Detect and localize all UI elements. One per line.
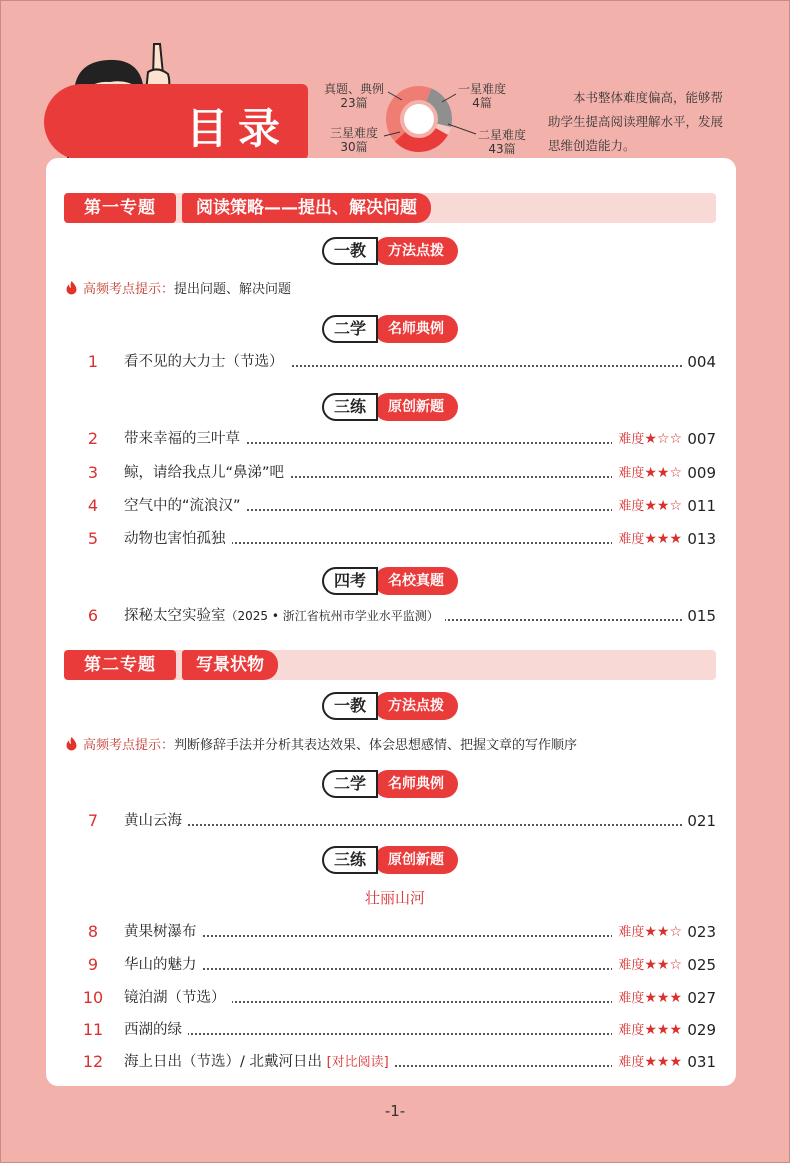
difficulty-rating: 难度★★☆ (612, 461, 682, 486)
toc-entry[interactable]: 6 探秘太空实验室（2025 • 浙江省杭州市学业水平监测） 015 (78, 604, 716, 628)
toc-entry[interactable]: 12 海上日出（节选）/ 北戴河日出 [对比阅读] 难度★★★ 031 (78, 1050, 716, 1074)
dot-leader (124, 935, 676, 937)
pill-practice: 原创新题 三练 (322, 846, 458, 874)
difficulty-rating: 难度★★★ (612, 527, 682, 552)
page-number: -1- (384, 1102, 406, 1120)
toc-entry[interactable]: 9 华山的魅力 难度★★☆ 025 (78, 953, 716, 977)
difficulty-rating: 难度★★☆ (612, 953, 682, 978)
pill-method: 方法点拨 一教 (322, 237, 458, 265)
toc-entry[interactable]: 11 西湖的绿 难度★★★ 029 (78, 1018, 716, 1042)
difficulty-rating: 难度★☆☆ (612, 427, 682, 452)
difficulty-rating: 难度★★☆ (612, 920, 682, 945)
frequent-point-tip: 高频考点提示：提出问题、解决问题 (66, 278, 291, 297)
dot-leader (124, 968, 676, 970)
book-introduction: 本书整体难度偏高，能够帮助学生提高阅读理解水平，发展思维创造能力。 (548, 90, 724, 153)
pill-examples: 名师典例 二学 (322, 315, 458, 343)
pill-practice: 原创新题 三练 (322, 393, 458, 421)
toc-entry[interactable]: 1 看不见的大力士（节选） 004 (78, 350, 716, 374)
toc-entry[interactable]: 5 动物也害怕孤独 难度★★★ 013 (78, 527, 716, 551)
pill-method: 方法点拨 一教 (322, 692, 458, 720)
comparison-reading-tag: [对比阅读] (326, 1055, 389, 1070)
frequent-point-tip: 高频考点提示：判断修辞手法并分析其表达效果、体会思想感情、把握文章的写作顺序 (66, 734, 577, 753)
pill-exam: 名校真题 四考 (322, 567, 458, 595)
toc-entry[interactable]: 10 镜泊湖（节选） 难度★★★ 027 (78, 986, 716, 1010)
difficulty-rating: 难度★★★ (612, 1050, 682, 1075)
section-bar-1 (64, 193, 716, 223)
pill-examples: 名师典例 二学 (322, 770, 458, 798)
donut-label-real: 真题、典例 23篇 (324, 82, 385, 110)
difficulty-rating: 难度★★☆ (612, 494, 682, 519)
fire-icon (66, 737, 77, 751)
difficulty-rating: 难度★★★ (612, 1018, 682, 1043)
toc-entry[interactable]: 3 鲸，请给我点儿“鼻涕”吧 难度★★☆ 009 (78, 461, 716, 485)
toc-entry[interactable]: 7 黄山云海 021 (78, 809, 716, 833)
donut-leader-lines (360, 88, 510, 154)
dot-leader (124, 824, 686, 826)
toc-entry[interactable]: 4 空气中的“流浪汉” 难度★★☆ 011 (78, 494, 716, 518)
donut-label-three-star: 三星难度 30篇 (330, 126, 379, 154)
donut-label-two-star: 二星难度 43篇 (478, 128, 527, 156)
dot-leader (124, 1033, 676, 1035)
section-topic: 阅读策略——提出、解决问题 (182, 193, 431, 223)
section-topic: 写景状物 (182, 650, 278, 680)
section-bar-2 (64, 650, 716, 680)
fire-icon (66, 281, 77, 295)
difficulty-rating: 难度★★★ (612, 986, 682, 1011)
toc-entry[interactable]: 8 黄果树瀑布 难度★★☆ 023 (78, 920, 716, 944)
section-tag: 第一专题 (64, 193, 176, 223)
toc-entry[interactable]: 2 带来幸福的三叶草 难度★☆☆ 007 (78, 427, 716, 451)
section-tag: 第二专题 (64, 650, 176, 680)
subsection-heading: 壮丽山河 (364, 889, 425, 907)
page-title: 目录 (186, 104, 291, 153)
donut-label-one-star: 一星难度 4篇 (458, 82, 507, 110)
